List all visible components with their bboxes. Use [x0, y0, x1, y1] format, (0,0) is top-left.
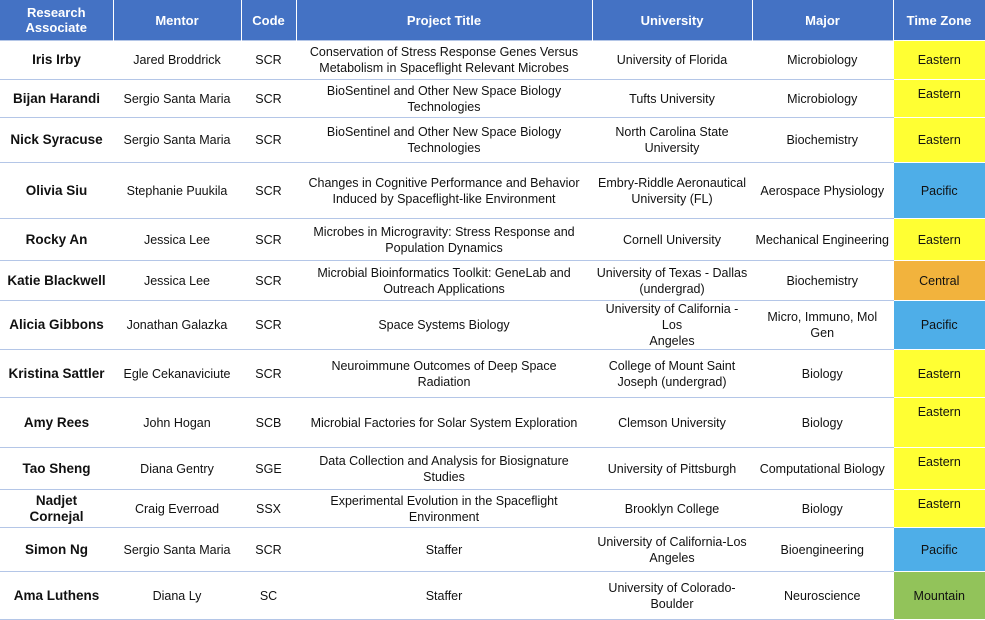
major-cell: Microbiology [752, 80, 893, 118]
project-title-cell: Conservation of Stress Response Genes Versus Metabolism in Spaceflight Relevant Microbes [296, 41, 592, 80]
code-cell: SCR [241, 350, 296, 398]
associate-name: Nadjet Cornejal [0, 490, 113, 528]
table-row [0, 350, 985, 398]
project-title-cell: Microbes in Microgravity: Stress Response and Population Dynamics [296, 219, 592, 261]
associate-name: Iris Irby [0, 41, 113, 80]
university-cell: Tufts University [592, 80, 752, 118]
header-major: Major [752, 0, 893, 41]
project-title-cell: Space Systems Biology [296, 301, 592, 350]
major-cell: Micro, Immuno, Mol Gen [752, 301, 893, 350]
time-zone-cell: Mountain [893, 572, 985, 620]
table-row [0, 41, 985, 80]
table-row [0, 118, 985, 163]
university-cell: University of California-Los Angeles [592, 528, 752, 572]
major-cell: Aerospace Physiology [752, 163, 893, 219]
mentor-cell: Jared Broddrick [113, 41, 241, 80]
major-cell: Microbiology [752, 41, 893, 80]
table-row [0, 301, 985, 350]
project-title-cell: Experimental Evolution in the Spaceflight Environment [296, 490, 592, 528]
mentor-cell: Sergio Santa Maria [113, 80, 241, 118]
code-cell: SCR [241, 163, 296, 219]
university-cell: Brooklyn College [592, 490, 752, 528]
header-research-associate: Research Associate [0, 0, 113, 41]
mentor-cell: Jessica Lee [113, 219, 241, 261]
time-zone-cell: Eastern [893, 118, 985, 163]
associate-name: Amy Rees [0, 398, 113, 448]
code-cell: SCR [241, 118, 296, 163]
major-cell: Biochemistry [752, 118, 893, 163]
mentor-cell: Jonathan Galazka [113, 301, 241, 350]
table-row [0, 219, 985, 261]
table-row [0, 490, 985, 528]
university-cell: Clemson University [592, 398, 752, 448]
header-mentor: Mentor [113, 0, 241, 41]
university-cell: Cornell University [592, 219, 752, 261]
table-row [0, 398, 985, 448]
major-cell: Neuroscience [752, 572, 893, 620]
associate-name: Simon Ng [0, 528, 113, 572]
time-zone-cell: Eastern [893, 398, 985, 448]
code-cell: SGE [241, 448, 296, 490]
major-cell: Biology [752, 490, 893, 528]
associate-name: Tao Sheng [0, 448, 113, 490]
project-title-cell: Microbial Factories for Solar System Exploration [296, 398, 592, 448]
time-zone-cell: Eastern [893, 490, 985, 528]
header-university: University [592, 0, 752, 41]
table-row [0, 448, 985, 490]
code-cell: SCB [241, 398, 296, 448]
major-cell: Biochemistry [752, 261, 893, 301]
associate-name: Olivia Siu [0, 163, 113, 219]
university-cell: University of California - Los Angeles [592, 301, 752, 350]
major-cell: Biology [752, 398, 893, 448]
header-project-title: Project Title [296, 0, 592, 41]
associate-name: Kristina Sattler [0, 350, 113, 398]
project-title-cell: Neuroimmune Outcomes of Deep Space Radiation [296, 350, 592, 398]
major-cell: Computational Biology [752, 448, 893, 490]
time-zone-cell: Eastern [893, 350, 985, 398]
code-cell: SCR [241, 261, 296, 301]
university-cell: University of Texas - Dallas (undergrad) [592, 261, 752, 301]
table-row [0, 572, 985, 620]
mentor-cell: Craig Everroad [113, 490, 241, 528]
associate-name: Bijan Harandi [0, 80, 113, 118]
project-title-cell: Staffer [296, 572, 592, 620]
table-row [0, 261, 985, 301]
mentor-cell: Stephanie Puukila [113, 163, 241, 219]
project-title-cell: Staffer [296, 528, 592, 572]
table-row [0, 528, 985, 572]
associate-name: Nick Syracuse [0, 118, 113, 163]
code-cell: SCR [241, 528, 296, 572]
associate-name: Rocky An [0, 219, 113, 261]
major-cell: Mechanical Engineering [752, 219, 893, 261]
time-zone-cell: Central [893, 261, 985, 301]
associate-name: Alicia Gibbons [0, 301, 113, 350]
university-cell: Embry-Riddle Aeronautical University (FL) [592, 163, 752, 219]
mentor-cell: Sergio Santa Maria [113, 118, 241, 163]
university-cell: University of Pittsburgh [592, 448, 752, 490]
project-title-cell: BioSentinel and Other New Space Biology Technologies [296, 118, 592, 163]
project-title-cell: Data Collection and Analysis for Biosignature Studies [296, 448, 592, 490]
code-cell: SC [241, 572, 296, 620]
header-row [0, 0, 985, 41]
mentor-cell: Diana Gentry [113, 448, 241, 490]
table-row [0, 80, 985, 118]
project-title-cell: Changes in Cognitive Performance and Behavior Induced by Spaceflight-like Environment [296, 163, 592, 219]
table-row [0, 163, 985, 219]
mentor-cell: Egle Cekanaviciute [113, 350, 241, 398]
major-cell: Bioengineering [752, 528, 893, 572]
project-title-cell: Microbial Bioinformatics Toolkit: GeneLab and Outreach Applications [296, 261, 592, 301]
associate-name: Katie Blackwell [0, 261, 113, 301]
code-cell: SSX [241, 490, 296, 528]
code-cell: SCR [241, 41, 296, 80]
time-zone-cell: Eastern [893, 448, 985, 490]
header-code: Code [241, 0, 296, 41]
mentor-cell: Sergio Santa Maria [113, 528, 241, 572]
time-zone-cell: Eastern [893, 219, 985, 261]
university-cell: University of Florida [592, 41, 752, 80]
university-cell: University of Colorado- Boulder [592, 572, 752, 620]
header-time-zone: Time Zone [893, 0, 985, 41]
mentor-cell: John Hogan [113, 398, 241, 448]
mentor-cell: Jessica Lee [113, 261, 241, 301]
code-cell: SCR [241, 301, 296, 350]
major-cell: Biology [752, 350, 893, 398]
university-cell: College of Mount Saint Joseph (undergrad) [592, 350, 752, 398]
code-cell: SCR [241, 219, 296, 261]
mentor-cell: Diana Ly [113, 572, 241, 620]
code-cell: SCR [241, 80, 296, 118]
time-zone-cell: Eastern [893, 41, 985, 80]
project-title-cell: BioSentinel and Other New Space Biology Technologies [296, 80, 592, 118]
time-zone-cell: Pacific [893, 163, 985, 219]
time-zone-cell: Pacific [893, 528, 985, 572]
university-cell: North Carolina State University [592, 118, 752, 163]
associate-name: Ama Luthens [0, 572, 113, 620]
time-zone-cell: Pacific [893, 301, 985, 350]
time-zone-cell: Eastern [893, 80, 985, 118]
